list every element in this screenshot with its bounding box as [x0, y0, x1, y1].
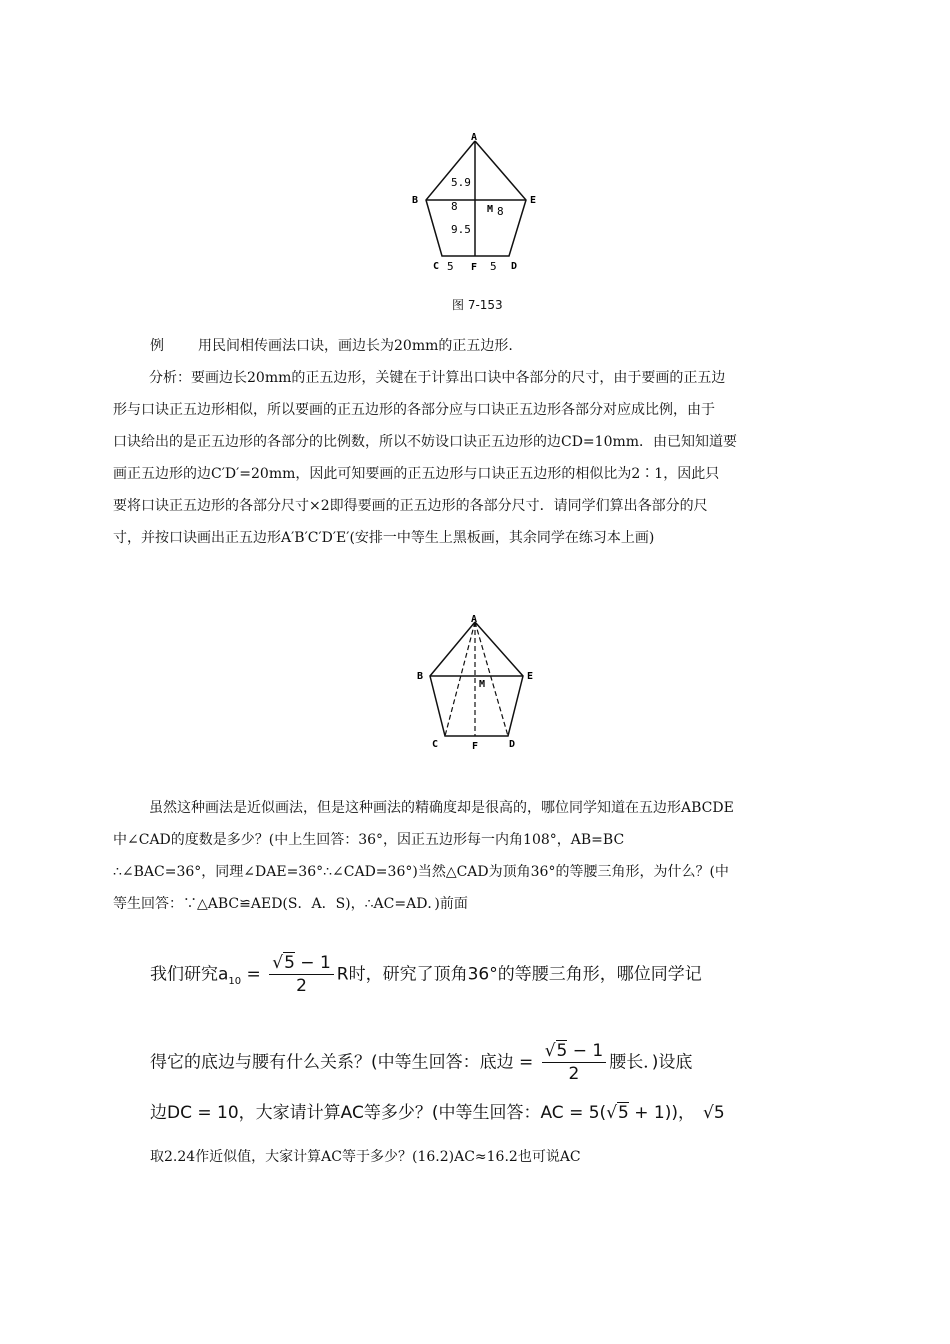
fig1-label-f: F	[471, 262, 478, 273]
analysis-line: 口诀给出的是正五边形的各部分的比例数，所以不妨设口诀正五边形的边CD=10mm．由已知知道要	[113, 434, 738, 450]
fig1-label-a: A	[471, 132, 478, 143]
fig1-label-e: E	[530, 195, 537, 206]
last-line: 取2.24作近似值，大家计算AC等于多少？(16.2)AC≈16.2也可说AC	[150, 1149, 581, 1165]
fig2-label-c: C	[432, 739, 439, 750]
analysis-line: 寸，并按口诀画出正五边形A′B′C′D′E′(安排一中等生上黑板画，其余同学在练习本上画)	[113, 530, 655, 546]
discussion-paragraph	[113, 792, 838, 920]
fig1-value-lower: 9.5	[451, 223, 471, 236]
fig1-label-b: B	[412, 195, 419, 206]
example-label: 例	[150, 338, 164, 354]
fig1-label-d: D	[511, 261, 518, 272]
example-text: 用民间相传画法口诀，画边长为20mm的正五边形.	[198, 338, 513, 354]
analysis-line: 分析：要画边长20mm的正五边形，关键在于计算出口诀中各部分的尺寸，由于要画的正五边	[149, 370, 726, 386]
fig1-value-fd: 5	[490, 260, 497, 273]
fraction-sqrt5-minus-1-over-2: $\frac{√5 - 1}{2}$	[542, 1040, 607, 1085]
fig2-label-e: E	[527, 671, 534, 682]
analysis-line: 要将口诀正五边形的各部分尺寸×2即得要画的正五边形的各部分尺寸．请同学们算出各部分的尺	[113, 498, 708, 514]
fig2-label-m: M	[479, 679, 486, 690]
fig1-value-right-mid: 8	[497, 205, 504, 218]
fig1-value-left-mid: 8	[451, 200, 458, 213]
fig1-label-m: M	[487, 204, 494, 215]
fig2-label-d: D	[509, 739, 516, 750]
fig1-value-top: 5.9	[451, 176, 471, 189]
fraction-sqrt5-minus-1-over-2: $\frac{√5 - 1}{2}$	[269, 952, 334, 997]
discussion-line: 虽然这种画法是近似画法，但是这种画法的精确度却是很高的，哪位同学知道在五边形ABCDE	[149, 800, 734, 816]
fig2-label-a: A	[471, 614, 478, 625]
formula-line-1: 我们研究$a_{10}$ = $\frac{√5 - 1}{2}$ R时，研究了顶角36°的等腰三角形，哪位同学记	[150, 953, 702, 996]
discussion-line: 中∠CAD的度数是多少？(中上生回答：36°，因正五边形每一内角108°，AB=BC	[113, 832, 625, 848]
analysis-line: 形与口诀正五边形相似，所以要画的正五边形的各部分应与口诀正五边形各部分对应成比例，由于	[113, 402, 715, 418]
discussion-line: 等生回答：∵△ABC≌AED(S．A．S)，∴AC=AD．)前面	[113, 896, 468, 912]
formula-line-3: 边DC = 10，大家请计算AC等多少？(中等生回答：AC = 5(√5 + 1))， √5	[150, 1103, 725, 1123]
fig2-label-f: F	[472, 741, 479, 752]
figure-caption: 图 7-153	[452, 298, 503, 312]
analysis-paragraph	[113, 362, 838, 554]
formula-line-2: 得它的底边与腰有什么关系？(中等生回答：底边 = $\frac{√5 - 1}{2}$ 腰长．)设底	[150, 1041, 693, 1084]
discussion-line: ∴∠BAC=36°，同理∠DAE=36°∴∠CAD=36°)当然△CAD为顶角36°的等腰三角形，为什么？(中	[113, 864, 729, 880]
pentagon-figure-2	[400, 610, 550, 760]
pentagon-figure-1	[400, 128, 550, 278]
analysis-line: 画正五边形的边C′D′=20mm，因此可知要画的正五边形与口诀正五边形的相似比为2∶1，因此只	[113, 466, 720, 482]
fig2-label-b: B	[417, 671, 424, 682]
fig1-label-c: C	[433, 261, 440, 272]
fig1-value-cf: 5	[447, 260, 454, 273]
